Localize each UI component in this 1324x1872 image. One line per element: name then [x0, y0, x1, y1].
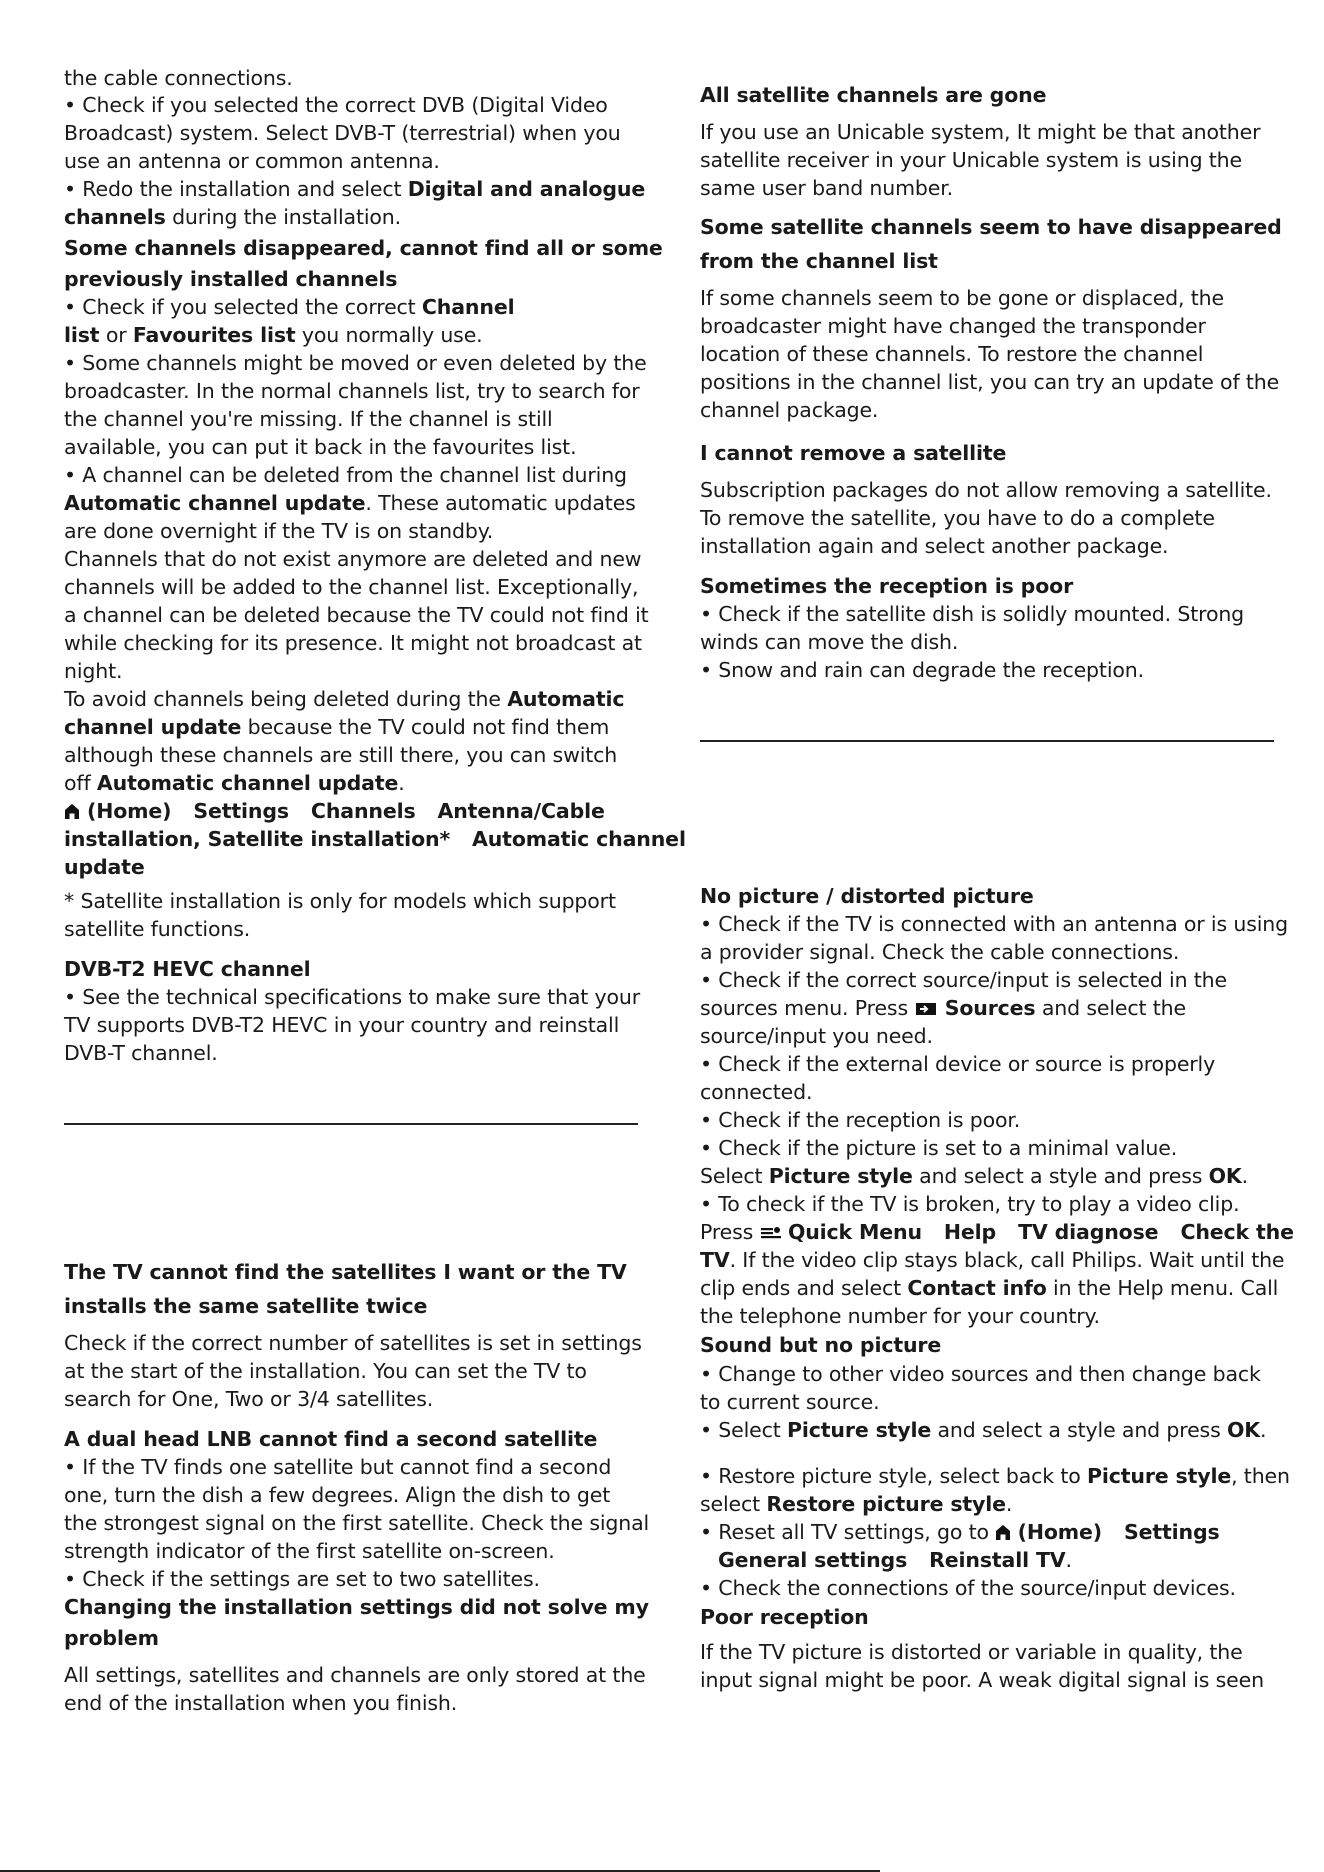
- text-line: • Check if the settings are set to two satellites.: [64, 1567, 540, 1591]
- text-line: TV supports DVB-T2 HEVC in your country and reinstall: [64, 1013, 620, 1037]
- text-line: channels will be added to the channel list. Exceptionally,: [64, 575, 639, 599]
- text-line: • Select Picture style and select a style and press OK.: [700, 1418, 1267, 1442]
- path-home: (Home): [87, 799, 172, 823]
- text-line: off Automatic channel update.: [64, 771, 405, 795]
- text-line: available, you can put it back in the favourites list.: [64, 435, 577, 459]
- text-line: • Check if you selected the correct Channel: [64, 295, 515, 319]
- text-line: Check if the correct number of satellites is set in settings: [64, 1331, 642, 1355]
- section-heading: from the channel list: [700, 249, 938, 273]
- text-line: one, turn the dish a few degrees. Align the dish to get: [64, 1483, 611, 1507]
- text-line: • Change to other video sources and then change back: [700, 1362, 1261, 1386]
- text-line: source/input you need.: [700, 1024, 933, 1048]
- text-line: sources menu. Press Sources and select the: [700, 996, 1186, 1020]
- text-line: the cable connections.: [64, 66, 293, 90]
- path-channels: Channels: [310, 799, 416, 823]
- text-line: • Restore picture style, select back to Picture style, then: [700, 1464, 1290, 1488]
- sources-icon: [914, 1001, 938, 1017]
- text-line: end of the installation when you finish.: [64, 1691, 458, 1715]
- text-line: a channel can be deleted because the TV could not find it: [64, 603, 649, 627]
- text-line: • Check if you selected the correct DVB (Digital Video: [64, 93, 608, 117]
- text-line: • Snow and rain can degrade the reception.: [700, 658, 1144, 682]
- section-heading: problem: [64, 1626, 159, 1650]
- text-line: although these channels are still there, you can switch: [64, 743, 618, 767]
- section-heading: I cannot remove a satellite: [700, 441, 1007, 465]
- footnote: * Satellite installation is only for models which support: [64, 889, 616, 913]
- text-line: • Check if the satellite dish is solidly mounted. Strong: [700, 602, 1245, 626]
- section-heading: Some satellite channels seem to have disappeared: [700, 215, 1282, 239]
- text-line: positions in the channel list, you can try an update of the: [700, 370, 1280, 394]
- text-line: • See the technical specifications to make sure that your: [64, 985, 641, 1009]
- text-line: broadcaster might have changed the transponder: [700, 314, 1206, 338]
- text-line: Select Picture style and select a style and press OK.: [700, 1164, 1249, 1188]
- quick-menu-icon: [760, 1225, 782, 1241]
- text-line: • Check if the TV is connected with an antenna or is using: [700, 912, 1288, 936]
- section-heading: installs the same satellite twice: [64, 1294, 428, 1318]
- text-line: clip ends and select Contact info in the Help menu. Call: [700, 1276, 1279, 1300]
- menu-path: update: [64, 855, 145, 879]
- text-line: the strongest signal on the first satellite. Check the signal: [64, 1511, 650, 1535]
- path-settings: Settings: [193, 799, 289, 823]
- home-icon: [995, 1524, 1011, 1541]
- text-line: channel package.: [700, 398, 879, 422]
- section-heading: Changing the installation settings did not solve my: [64, 1595, 649, 1619]
- section-heading: No picture / distorted picture: [700, 884, 1034, 908]
- text-line: • If the TV finds one satellite but cannot find a second: [64, 1455, 612, 1479]
- text-line: the telephone number for your country.: [700, 1304, 1100, 1328]
- text-line: If you use an Unicable system, It might be that another: [700, 120, 1261, 144]
- text-line: • Reset all TV settings, go to (Home) Settings: [700, 1520, 1220, 1544]
- section-heading: The TV cannot find the satellites I want or the TV: [64, 1260, 627, 1284]
- text-line: search for One, Two or 3/4 satellites.: [64, 1387, 434, 1411]
- text-line: General settings Reinstall TV.: [718, 1548, 1072, 1572]
- path-antenna-cable: Antenna/Cable: [437, 799, 605, 823]
- text-line: location of these channels. To restore the channel: [700, 342, 1204, 366]
- text-line: to current source.: [700, 1390, 880, 1414]
- section-heading: Poor reception: [700, 1605, 869, 1629]
- right-column: [700, 64, 1294, 1694]
- text-line: TV. If the video clip stays black, call Philips. Wait until the: [700, 1248, 1285, 1272]
- text-line: • A channel can be deleted from the channel list during: [64, 463, 627, 487]
- text-line: broadcaster. In the normal channels list, try to search for: [64, 379, 640, 403]
- text-line: winds can move the dish.: [700, 630, 959, 654]
- text-line: the channel you're missing. If the channel is still: [64, 407, 553, 431]
- text-line: a provider signal. Check the cable connections.: [700, 940, 1180, 964]
- text-line: connected.: [700, 1080, 813, 1104]
- section-heading: Sometimes the reception is poor: [700, 574, 1074, 598]
- text-line: installation again and select another package.: [700, 534, 1169, 558]
- text-line: Subscription packages do not allow removing a satellite.: [700, 478, 1272, 502]
- text-line: strength indicator of the first satellite on-screen.: [64, 1539, 555, 1563]
- text-line: • Some channels might be moved or even deleted by the: [64, 351, 647, 375]
- section-heading: DVB-T2 HEVC channel: [64, 957, 311, 981]
- text-line: night.: [64, 659, 123, 683]
- menu-path: [64, 797, 638, 825]
- text-line: list or Favourites list you normally use.: [64, 323, 483, 347]
- text-line: • Check if the external device or source is properly: [700, 1052, 1216, 1076]
- section-heading: previously installed channels: [64, 267, 398, 291]
- text-line: • Check if the correct source/input is selected in the: [700, 968, 1227, 992]
- section-heading: Sound but no picture: [700, 1333, 942, 1357]
- text-line: same user band number.: [700, 176, 954, 200]
- left-column: [64, 64, 686, 1717]
- section-heading: A dual head LNB cannot find a second satellite: [64, 1427, 598, 1451]
- home-icon: [64, 803, 80, 820]
- text-line: are done overnight if the TV is on standby.: [64, 519, 494, 543]
- text-line: If some channels seem to be gone or displaced, the: [700, 286, 1224, 310]
- section-heading: All satellite channels are gone: [700, 83, 1047, 107]
- text-line: use an antenna or common antenna.: [64, 149, 440, 173]
- menu-path: installation, Satellite installation* Automatic channel: [64, 827, 686, 851]
- text-line: while checking for its presence. It might not broadcast at: [64, 631, 642, 655]
- text-line: input signal might be poor. A weak digital signal is seen: [700, 1668, 1264, 1692]
- text-line: To remove the satellite, you have to do a complete: [700, 506, 1215, 530]
- menu-path: Press Quick Menu Help TV diagnose Check the: [700, 1220, 1294, 1244]
- footnote: satellite functions.: [64, 917, 251, 941]
- text-line: If the TV picture is distorted or variable in quality, the: [700, 1640, 1243, 1664]
- text-line: • Check if the reception is poor.: [700, 1108, 1021, 1132]
- text-line: • To check if the TV is broken, try to play a video clip.: [700, 1192, 1240, 1216]
- section-heading: Some channels disappeared, cannot find all or some: [64, 236, 663, 260]
- text-line: Automatic channel update. These automatic updates: [64, 491, 636, 515]
- text-line: select Restore picture style.: [700, 1492, 1013, 1516]
- text-line: satellite receiver in your Unicable system is using the: [700, 148, 1242, 172]
- text-line: Broadcast) system. Select DVB-T (terrestrial) when you: [64, 121, 621, 145]
- text-line: All settings, satellites and channels are only stored at the: [64, 1663, 646, 1687]
- text-line: DVB-T channel.: [64, 1041, 218, 1065]
- text-line: To avoid channels being deleted during the Automatic: [64, 687, 625, 711]
- text-line: channel update because the TV could not find them: [64, 715, 610, 739]
- text-line: channels during the installation.: [64, 205, 401, 229]
- text-line: • Check if the picture is set to a minimal value.: [700, 1136, 1178, 1160]
- text-line: • Redo the installation and select Digital and analogue: [64, 177, 646, 201]
- text-line: • Check the connections of the source/input devices.: [700, 1576, 1236, 1600]
- text-line: at the start of the installation. You can set the TV to: [64, 1359, 587, 1383]
- text-line: Channels that do not exist anymore are deleted and new: [64, 547, 642, 571]
